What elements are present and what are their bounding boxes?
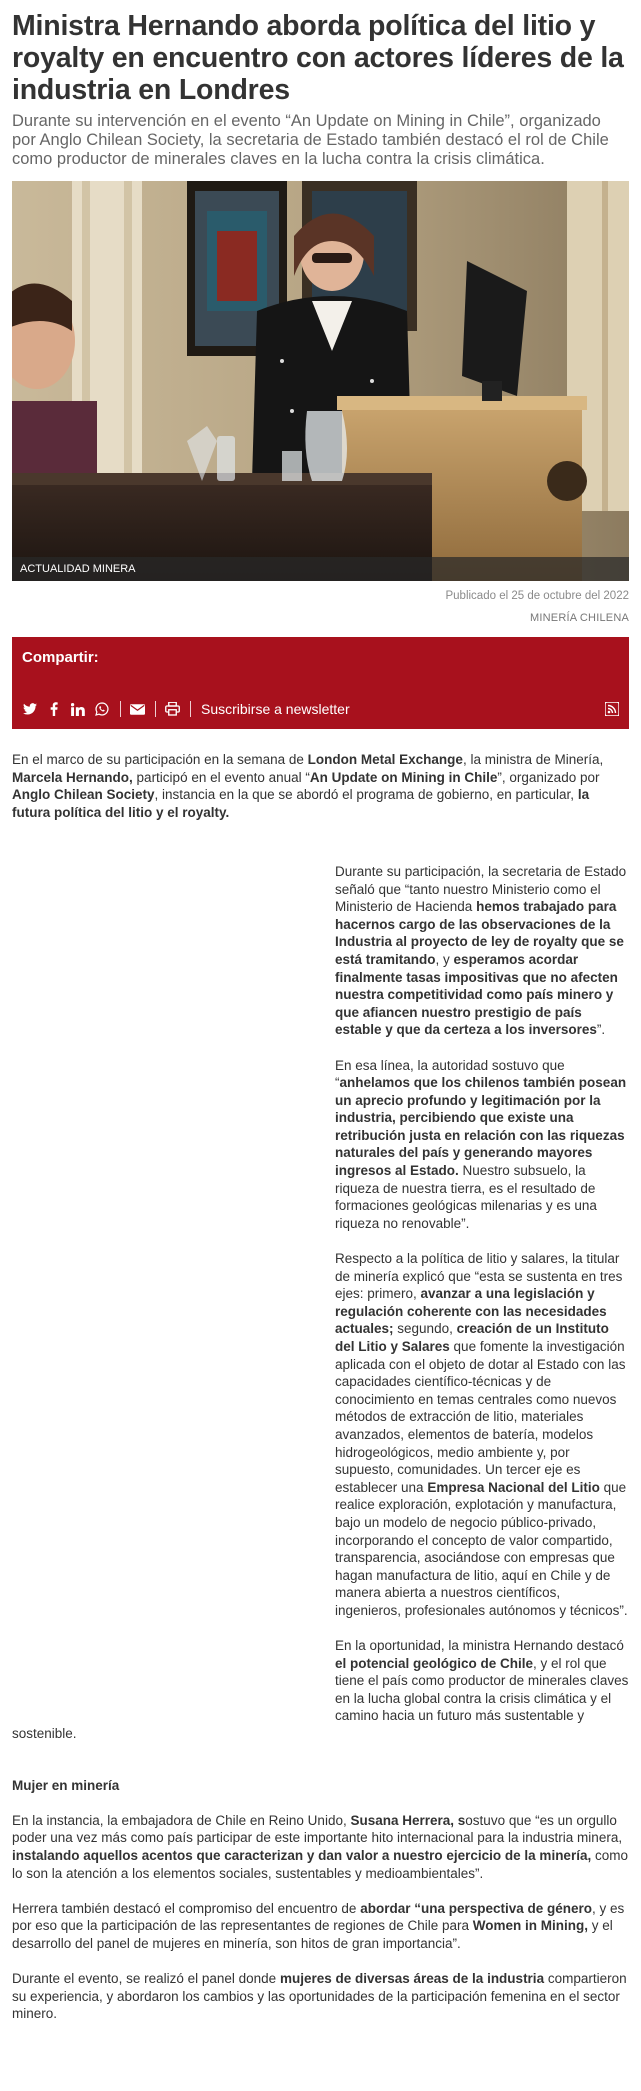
bold-text: hemos trabajado para hacernos cargo de las observaciones de la Industria al proyecto de ley de royalty que se está tramitando [335, 899, 624, 967]
article-subtitle: Durante su intervención en el evento “An Update on Mining in Chile”, organizado por Anglo Chilean Society, la secretaria de Estado también destacó el rol de Chile como productor de minerales claves en la lucha contra la crisis climática. [12, 112, 609, 168]
text-run: Durante su participación, la secretaria de Estado señaló que “tanto nuestro Ministerio como el Ministerio de Hacienda [335, 863, 627, 915]
share-separator [120, 701, 121, 717]
text-run: Durante el evento, se realizó el panel donde [12, 1971, 280, 1987]
text-run: ”, organizado por [497, 769, 600, 785]
text-run: segundo, [393, 1321, 457, 1337]
bold-text: la futura política del litio y el royalty. [12, 787, 590, 820]
article-source[interactable]: MINERÍA CHILENA [530, 612, 629, 624]
bold-text: Anglo Chilean Society [12, 787, 155, 803]
text-run: ostuvo que “es un orgullo poder una vez más como país participar de este importante hito internacional para la industria minera, [12, 1812, 623, 1846]
photo-caption: ACTUALIDAD MINERA [12, 557, 629, 581]
share-box [12, 637, 629, 729]
bold-text: Empresa Nacional del Litio [427, 1479, 600, 1495]
bold-text: esperamos acordar finalmente tasas impositivas que no afecten nuestra competitividad como país minero y que afiancen nuestro prestigio de país estable y que da certeza a los inversores [335, 951, 618, 1038]
text-run: , y [435, 951, 454, 967]
text-run: compartieron su experiencia, y abordaron los cambios y las oportunidades de la participación femenina en el sector minero. [12, 1971, 627, 2022]
text-run: que realice exploración, explotación y manufactura, bajo un modelo de negocio público-privado, incorporando el concepto de valor compartido, transparencia, asociándose con empresas que hagan manufactura de litio, aquí en Chile y de manera abierta a nuestros científicos, ingenieros, profesionales autónomos y técnicos”. [335, 1479, 628, 1618]
article-photo[interactable] [12, 181, 629, 581]
text-run: , y el rol que tiene el país como productor de minerales claves en la lucha global contra la crisis climática y el camino hacia un futuro más sustentable y sostenible. [12, 1655, 629, 1742]
text-run: , y es por eso que la participación de las representantes de regiones de Chile para [12, 1900, 625, 1934]
text-run: En la oportunidad, la ministra Hernando destacó [335, 1638, 624, 1654]
bold-text: instalando aquellos acentos que caracterizan y dan valor a nuestro ejercicio de la minería, [12, 1848, 592, 1864]
newsletter-link[interactable]: Suscribirse a newsletter [201, 701, 350, 717]
text-run: que fomente la investigación aplicada con el objeto de dotar al Estado con las capacidades científico-técnicas y de conocimiento en temas centrales como nuevos métodos de extracción de litio, materiales avanzados, elementos de batería, modelos hidrogeológicos, medio ambiente y, por supuesto, comunidades. Un tercer eje es establecer una [335, 1339, 626, 1495]
bold-text: London Metal Exchange [307, 752, 463, 767]
text-run: En la instancia, la embajadora de Chile en Reino Unido, [12, 1812, 351, 1828]
bold-text: Susana Herrera, s [350, 1812, 466, 1828]
text-run: , la ministra de Minería, [462, 752, 604, 767]
text-run: Nuestro subsuelo, la riqueza de nuestra tierra, es el resultado de formaciones geológicas milenarias y es una riqueza no renovable”. [335, 1163, 597, 1231]
rss-icon[interactable] [605, 702, 619, 716]
photo-illustration [12, 181, 629, 581]
paragraph [12, 751, 629, 821]
empty-column [12, 863, 335, 1723]
text-run: como lo son la atención a los elementos sociales, sustentables y medioambientales”. [12, 1848, 628, 1881]
text-run: En el marco de su participación en la semana de [12, 752, 308, 767]
twitter-icon[interactable] [22, 701, 38, 717]
bold-text: abordar “una perspectiva de género [360, 1900, 593, 1916]
paragraph [12, 1900, 629, 1953]
facebook-icon[interactable] [46, 701, 62, 717]
bold-text: anhelamos que los chilenos también posean un aprecio profundo y legitimación por la industria, percibiendo que existe una retribución justa en relación con las riquezas naturales del país y generando mayores ingresos al Estado. [335, 1075, 627, 1179]
text-run: Herrera también destacó el compromiso del encuentro de [12, 1900, 361, 1916]
print-icon[interactable] [164, 701, 180, 717]
bold-text: avanzar a una legislación y regulación coherente con las necesidades actuales; [335, 1286, 607, 1337]
bold-text: Women in Mining, [472, 1918, 589, 1934]
bold-text: mujeres de diversas áreas de la industria [279, 1971, 545, 1987]
share-title: Compartir: [22, 649, 99, 666]
whatsapp-icon[interactable] [94, 701, 110, 717]
text-run: En esa línea, la autoridad sostuvo que “ [335, 1057, 565, 1091]
paragraph [12, 1812, 629, 1882]
text-run: participó en el evento anual “ [132, 769, 310, 785]
bold-text: An Update on Mining in Chile [309, 769, 498, 785]
text-run: ”. [596, 1022, 606, 1038]
bold-text: creación de un Instituto del Litio y Salares [335, 1321, 609, 1354]
article-title: Ministra Hernando aborda política del litio y royalty en encuentro con actores líderes de la industria en Londres [12, 10, 624, 106]
bold-text: el potencial geológico de Chile [335, 1655, 534, 1671]
bold-text: Marcela Hernando, [12, 769, 133, 785]
text-run: , instancia en la que se abordó el programa de gobierno, en particular, [154, 787, 578, 803]
share-bar [22, 699, 619, 719]
text-run: y el desarrollo del panel de mujeres en minería, son hitos de gran importancia”. [12, 1918, 613, 1951]
share-separator [155, 701, 156, 717]
linkedin-icon[interactable] [70, 701, 86, 717]
publish-date: Publicado el 25 de octubre del 2022 [445, 590, 629, 602]
share-separator [190, 701, 191, 717]
article-columns [12, 839, 629, 1760]
article-body [12, 751, 629, 2023]
text-run: Respecto a la política de litio y salares, la titular de minería explicó que “esta se sustenta en tres ejes: primero, [335, 1251, 623, 1302]
section-heading: Mujer en minería [12, 1778, 120, 1794]
paragraph [12, 1970, 629, 2023]
email-icon[interactable] [129, 701, 145, 717]
